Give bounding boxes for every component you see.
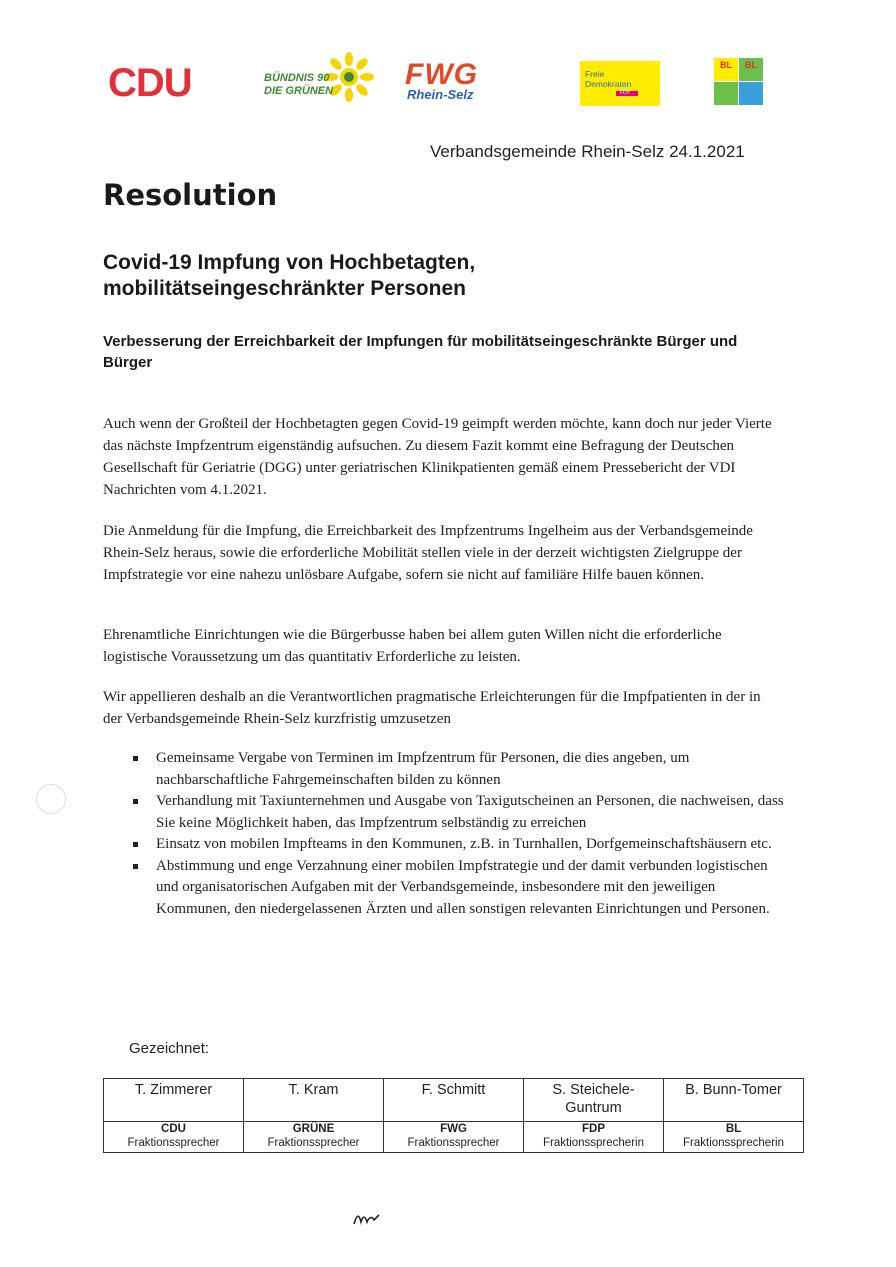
subtitle: Covid-19 Impfung von Hochbetagten, mobilitätseingeschränkter Personen bbox=[103, 251, 476, 300]
bl-logo-tl: BL bbox=[714, 58, 738, 81]
signatory-name: B. Bunn-Tomer bbox=[664, 1079, 804, 1122]
sub-subtitle: Verbesserung der Erreichbarkeit der Impfungen für mobilitätseingeschränkte Bürger und Bürger bbox=[103, 333, 738, 371]
signatory-role: Fraktionssprecherin bbox=[683, 1137, 784, 1149]
signed-label: Gezeichnet: bbox=[129, 1040, 210, 1057]
list-item-text: Verhandlung mit Taxiunternehmen und Ausgabe von Taxigutscheinen an Personen, die nachweisen, dass Sie keine Möglichkeit haben, das Impfzentrum selbständig zu erreichen bbox=[156, 793, 784, 831]
fdp-logo-text bbox=[585, 69, 631, 89]
fwg-logo-text: FWG bbox=[405, 58, 478, 91]
bl-logo bbox=[714, 58, 764, 106]
paragraph: Auch wenn der Großteil der Hochbetagten gegen Covid-19 geimpft werden möchte, kann doch nur jeder Vierte das nächste Impfzentrum eigenständig aufsuchen. Zu diesem Fazit kommt eine Befragung der Deutschen Gesellschaft für Geriatrie (DGG) unter geriatrischen Klinikpatienten gemäß einem Pressebericht der VDI Nachrichten vom 4.1.2021. bbox=[103, 416, 772, 498]
signatory-role: Fraktionssprecher bbox=[127, 1137, 220, 1149]
signatory-cell bbox=[384, 1122, 524, 1153]
signatory-role: Fraktionssprecher bbox=[407, 1137, 500, 1149]
fdp-logo-line2: Demokraten bbox=[585, 79, 632, 89]
paragraph: Wir appellieren deshalb an die Verantwortlichen pragmatische Erleichterungen für die Impfpatienten in der in der Verbandsgemeinde Rhein-Selz kurzfristig umzusetzen bbox=[103, 689, 761, 727]
signatory-name: T. Zimmerer bbox=[104, 1079, 244, 1122]
date-line: Verbandsgemeinde Rhein-Selz 24.1.2021 bbox=[430, 142, 745, 161]
scan-artifact bbox=[36, 784, 66, 814]
paragraph: Die Anmeldung für die Impfung, die Erreichbarkeit des Impfzentrums Ingelheim aus der Verbandsgemeinde Rhein-Selz heraus, sowie die erforderliche Mobilität stellen viele in der derzeit wichtigsten Zielgruppe der Impfstrategie vor eine nahezu unlösbare Aufgabe, sofern sie nicht auf familiäre Hilfe bauen können. bbox=[103, 523, 753, 583]
table-row bbox=[104, 1122, 804, 1153]
bullet-icon bbox=[133, 756, 138, 761]
signatory-name: T. Kram bbox=[244, 1079, 384, 1122]
bl-logo-br bbox=[739, 82, 763, 105]
table-row bbox=[104, 1079, 804, 1122]
cdu-logo: CDU bbox=[108, 61, 192, 105]
signatory-role: Fraktionssprecherin bbox=[543, 1137, 644, 1149]
paragraph: Ehrenamtliche Einrichtungen wie die Bürgerbusse haben bei allem guten Willen nicht die erforderliche logistische Voraussetzung um das quantitativ Erforderliche zu leisten. bbox=[103, 627, 722, 665]
signatory-role: Fraktionssprecher bbox=[267, 1137, 360, 1149]
signatory-cell bbox=[524, 1122, 664, 1153]
signatory-party: GRÜNE bbox=[292, 1123, 335, 1135]
fdp-logo-line1: Freie bbox=[585, 69, 605, 79]
bullet-icon bbox=[133, 864, 138, 869]
fwg-logo-subtext: Rhein-Selz bbox=[407, 87, 474, 102]
signatory-cell bbox=[244, 1122, 384, 1153]
page-title: Resolution bbox=[103, 178, 278, 212]
gruene-logo bbox=[264, 52, 374, 107]
handwritten-initials bbox=[352, 1210, 382, 1230]
signatory-cell bbox=[664, 1122, 804, 1153]
fdp-logo-line3: FDP bbox=[620, 90, 630, 96]
fwg-logo bbox=[405, 60, 515, 108]
bullet-icon bbox=[133, 842, 138, 847]
list-item bbox=[133, 834, 793, 856]
signatories-table bbox=[103, 1078, 804, 1153]
list-item bbox=[133, 856, 793, 921]
fdp-logo bbox=[580, 61, 660, 106]
signatory-party: BL bbox=[725, 1123, 742, 1135]
signatory-party: FDP bbox=[582, 1123, 605, 1135]
list-item bbox=[133, 791, 793, 834]
demand-list bbox=[133, 748, 793, 920]
list-item-text: Gemeinsame Vergabe von Terminen im Impfzentrum für Personen, die dies angeben, um nachbarschaftliche Fahrgemeinschaften bilden zu können bbox=[156, 750, 690, 788]
signatory-name: F. Schmitt bbox=[384, 1079, 524, 1122]
signatory-party: FWG bbox=[440, 1123, 467, 1135]
list-item-text: Abstimmung und enge Verzahnung einer mobilen Impfstrategie und der damit verbunden logistischen und organisatorischen Aufgaben mit der Verbandsgemeinde, insbesondere mit den jeweiligen Kommunen, den niedergelassenen Ärzten und allen sonstigen relevanten Einrichtungen und Personen. bbox=[156, 857, 770, 917]
signatory-party: CDU bbox=[161, 1123, 186, 1135]
bullet-icon bbox=[133, 799, 138, 804]
bl-logo-tr: BL bbox=[739, 58, 763, 81]
gruene-logo-line2: DIE GRÜNEN bbox=[264, 85, 334, 97]
signatory-name: S. Steichele-Guntrum bbox=[524, 1079, 664, 1122]
signatory-cell bbox=[104, 1122, 244, 1153]
bl-logo-bl bbox=[714, 82, 738, 105]
list-item-text: Einsatz von mobilen Impfteams in den Kommunen, z.B. in Turnhallen, Dorfgemeinschaftshäusern etc. bbox=[156, 836, 772, 852]
list-item bbox=[133, 748, 793, 791]
gruene-logo-line1: BÜNDNIS 90 bbox=[264, 72, 330, 84]
